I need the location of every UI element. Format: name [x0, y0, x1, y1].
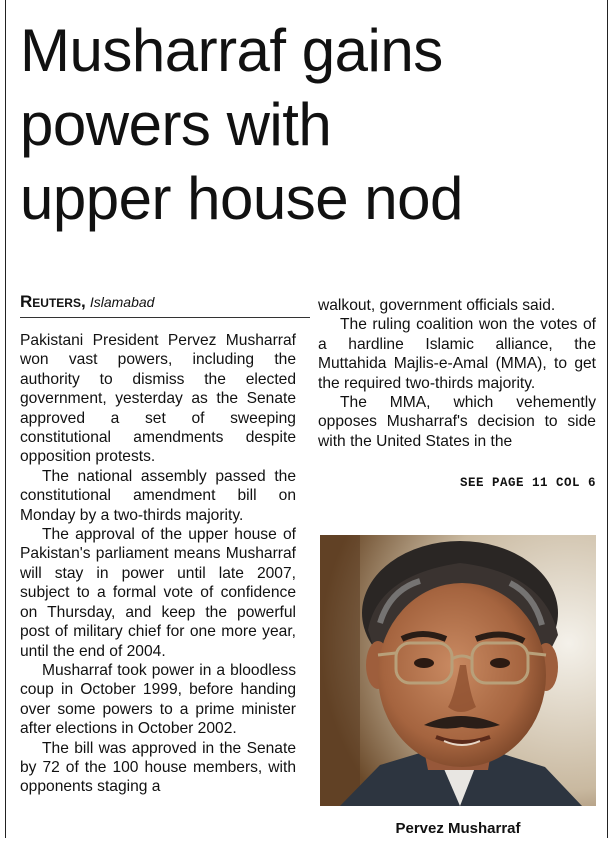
headline-line-3: upper house nod — [20, 165, 463, 232]
article-paragraph: Musharraf took power in a bloodless coup in October 1999, before handing over some powers to a prime minister after elections in October 2002. — [20, 661, 296, 738]
article-paragraph: The approval of the upper house of Pakistan's parliament means Musharraf will stay in power until late 2007, subject to a formal vote of confidence on Thursday, and keep the powerful post of military chief for one more year, until the end of 2004. — [20, 526, 296, 660]
column-rule-left — [5, 0, 6, 838]
article-paragraph: The national assembly passed the constitutional amendment bill on Monday by a two-thirds majority. — [20, 467, 296, 524]
portrait-photo — [320, 535, 596, 806]
headline-line-2: powers with — [20, 91, 332, 158]
article-paragraph: Pakistani President Pervez Musharraf won vast powers, including the authority to dismiss the elected government, yesterday as the Senate approved a set of sweeping constitutional amendments despite opposition protests. — [20, 332, 296, 466]
photo-caption: Pervez Musharraf — [395, 820, 521, 837]
article-paragraph: The ruling coalition won the votes of a hardline Islamic alliance, the Muttahida Majlis-e-Amal (MMA), to get the required two-thirds majority. — [318, 316, 596, 392]
headline — [20, 14, 605, 236]
byline — [20, 292, 310, 318]
byline-agency: Reuters, — [20, 292, 86, 311]
article-column-left — [20, 331, 296, 797]
article-paragraph: walkout, government officials said. — [318, 297, 556, 314]
continuation-jump: SEE PAGE 11 COL 6 — [459, 476, 596, 490]
portrait-illustration — [320, 535, 596, 806]
article-paragraph: The MMA, which vehemently opposes Musharraf's decision to side with the United States in the — [318, 394, 596, 450]
article-paragraph: The bill was approved in the Senate by 72 of the 100 house members, with opponents staging a — [20, 739, 296, 796]
byline-place: Islamabad — [89, 294, 155, 310]
article-column-right — [318, 296, 596, 451]
column-rule-right — [607, 0, 608, 838]
headline-line-1: Musharraf gains — [20, 17, 443, 84]
